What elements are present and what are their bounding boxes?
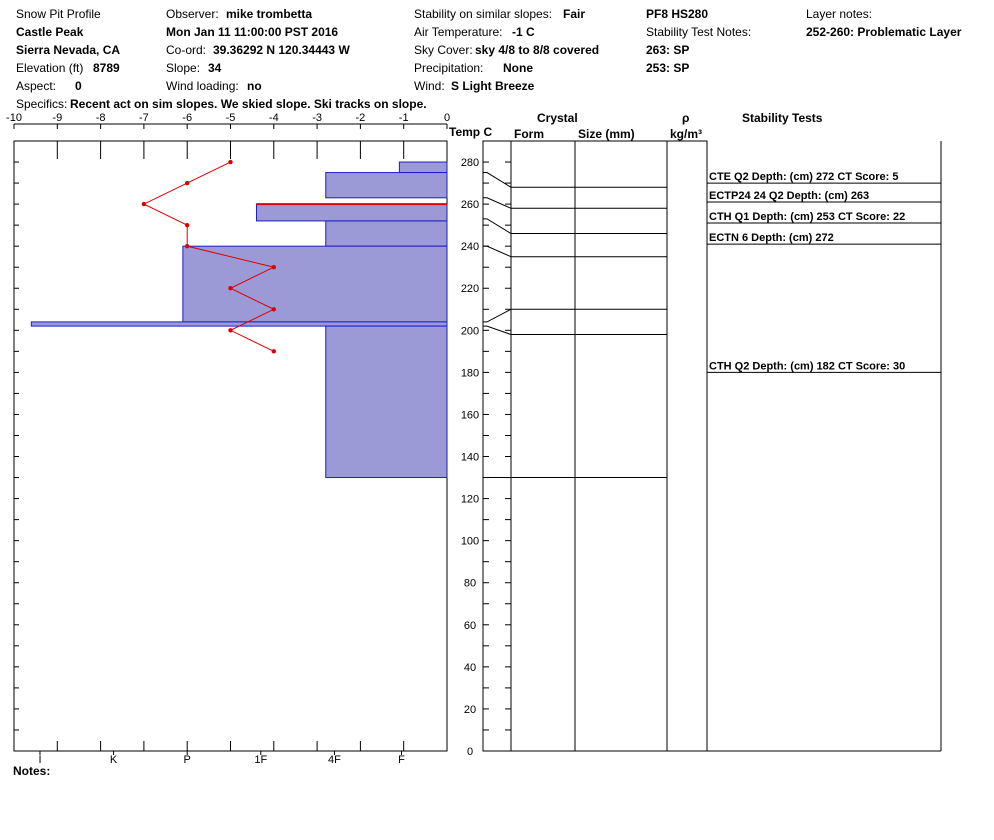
hardness-label: P [183,754,191,766]
temp-tick-label: -6 [182,112,193,124]
stability-note-2: 253: SP [646,61,690,75]
wind-value: S Light Breeze [451,79,535,93]
temp-tick-label: -9 [52,112,63,124]
profile-title: Snow Pit Profile [16,7,101,21]
hardness-layer-bar [326,221,447,246]
wind-label: Wind: [414,79,445,93]
stability-test-label: ECTN 6 Depth: (cm) 272 [709,232,834,245]
height-tick-label: 80 [463,577,477,590]
layer-connector [483,198,511,209]
crystal-column-header: Crystal [537,111,578,125]
stability-note-1: 263: SP [646,43,690,57]
temperature-point [272,349,276,353]
notes-label: Notes: [13,764,51,778]
height-tick-label: 120 [460,493,480,506]
temp-tick-label: 0 [443,112,451,124]
height-tick-label: 220 [460,283,480,296]
layer-connector [483,309,511,322]
sky-label: Sky Cover: [414,43,473,57]
height-tick-label: 100 [460,535,480,548]
observer-value: mike trombetta [226,7,313,21]
air-temp-label: Air Temperature: [414,25,503,39]
layer-connector [483,173,511,188]
temperature-point [228,160,232,164]
stability-tests-header: Stability Tests [742,111,823,125]
temp-tick-label: -4 [268,112,279,124]
temperature-point [228,286,232,290]
form-column-header: Form [514,127,544,141]
temp-tick-label: -10 [6,112,22,124]
region-name: Sierra Nevada, CA [16,43,121,57]
slope-label: Slope: [166,61,201,75]
pit-id: PF8 HS280 [646,7,709,21]
height-tick-label: 180 [460,367,480,380]
stability-test-label: CTE Q2 Depth: (cm) 272 CT Score: 5 [709,171,899,184]
observation-date: Mon Jan 11 11:00:00 PST 2016 [166,25,339,39]
temperature-point [185,244,189,248]
temp-tick-label: -8 [95,112,106,124]
hardness-layer-bar [326,326,447,477]
hardness-layer-bar [256,204,447,221]
layer-connector [483,246,511,257]
wind-loading-value: no [247,79,262,93]
layer-note-1: 252-260: Problematic Layer [806,25,962,39]
hardness-label: 1F [254,754,268,766]
sky-value: sky 4/8 to 8/8 covered [475,43,600,57]
layer-notes-label: Layer notes: [806,7,873,21]
temp-tick-label: -3 [312,112,322,124]
temp-tick-label: -5 [225,112,236,124]
observer-label: Observer: [166,7,219,21]
hardness-label: I [38,754,42,766]
stability-test-label: CTH Q2 Depth: (cm) 182 CT Score: 30 [709,360,906,373]
temp-tick-label: -1 [398,112,409,124]
height-tick-label: 20 [463,703,477,716]
stability-label: Stability on similar slopes: [414,7,553,21]
hardness-layer-bar [183,246,447,322]
stability-notes-label: Stability Test Notes: [646,25,752,39]
hardness-label: 4F [327,754,341,766]
air-temp-value: -1 C [512,25,535,39]
temperature-point [185,223,189,227]
height-tick-label: 0 [466,746,474,758]
wind-loading-label: Wind loading: [166,79,239,93]
slope-value: 34 [208,61,222,75]
stability-value: Fair [563,7,586,21]
hardness-layer-bar [326,173,447,198]
hardness-label: K [109,754,118,766]
size-column-header: Size (mm) [578,127,635,141]
location-name: Castle Peak [16,25,84,39]
height-tick-label: 160 [460,409,480,422]
temp-tick-label: -7 [139,112,149,124]
temperature-point [142,202,146,206]
density-unit-label: kg/m³ [670,127,703,141]
density-column-header: ρ [682,111,690,125]
temperature-point [272,307,276,311]
coord-label: Co-ord: [166,43,207,57]
crystal-table-frame [483,141,707,751]
aspect-value: 0 [75,79,82,93]
precip-label: Precipitation: [414,61,484,75]
hardness-label: F [398,754,405,766]
stability-test-label: ECTP24 24 Q2 Depth: (cm) 263 [709,190,870,202]
height-tick-label: 280 [460,157,480,170]
temp-column-header: Temp C [449,125,493,139]
height-tick-label: 60 [463,619,477,632]
height-tick-label: 240 [460,241,480,254]
precip-value: None [503,61,533,75]
layer-connector [483,219,511,234]
stability-test-label: CTH Q1 Depth: (cm) 253 CT Score: 22 [709,211,906,224]
specifics-label: Specifics: [16,97,68,111]
temperature-point [272,265,276,269]
hardness-layer-bar [399,162,447,173]
elevation-label: Elevation (ft) [16,61,84,75]
height-tick-label: 40 [463,661,477,674]
temp-tick-label: -2 [355,112,366,124]
temperature-point [185,181,189,185]
aspect-label: Aspect: [16,79,57,93]
temperature-point [228,328,232,332]
coord-value: 39.36292 N 120.34443 W [213,43,350,57]
hardness-layer-bar [31,322,447,326]
height-tick-label: 260 [460,199,480,212]
height-tick-label: 140 [460,451,480,464]
elevation-value: 8789 [93,61,120,75]
height-tick-label: 200 [460,325,480,338]
specifics-value: Recent act on sim slopes. We skied slope. Ski tracks on slope. [70,97,427,111]
